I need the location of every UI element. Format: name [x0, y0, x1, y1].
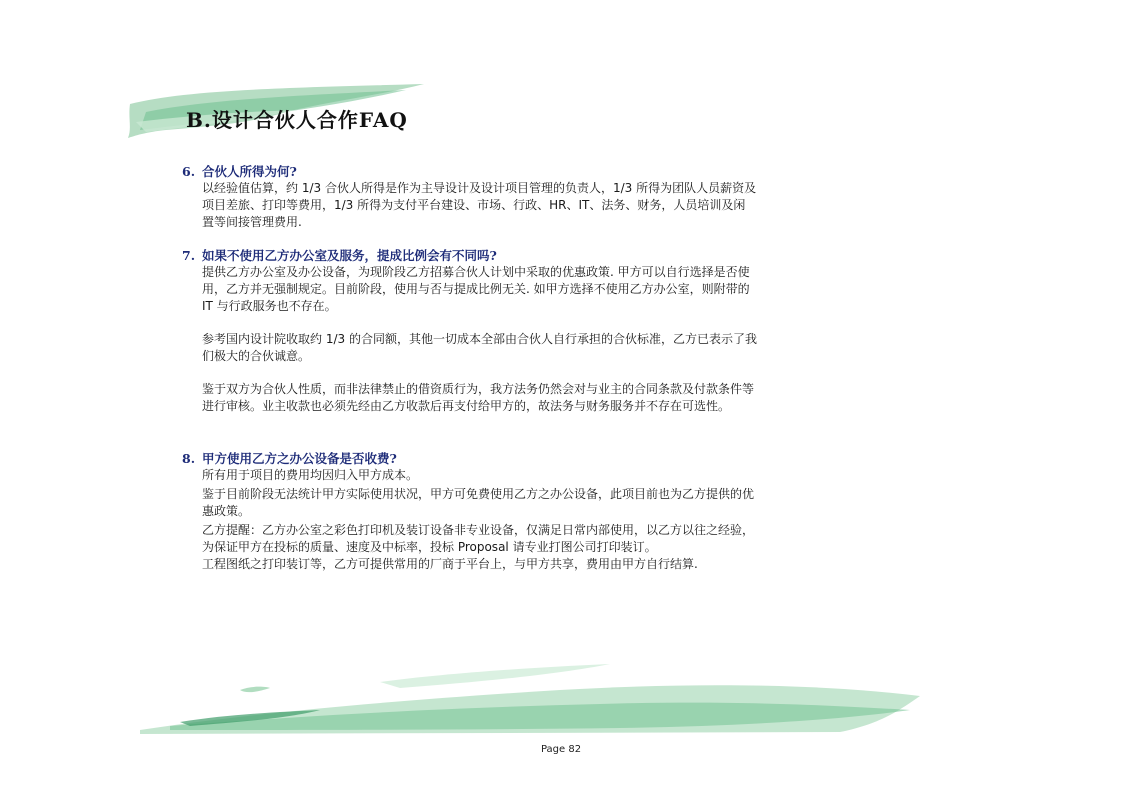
- faq-answer: [202, 264, 757, 415]
- faq-question: [182, 247, 757, 264]
- faq-question: [182, 450, 757, 467]
- faq-question-text: 甲方使用乙方之办公设备是否收费?: [202, 451, 397, 466]
- faq-item-8: [182, 450, 757, 573]
- faq-answer: [202, 467, 757, 573]
- faq-question: [182, 163, 757, 180]
- faq-number: 6.: [182, 164, 196, 179]
- brush-stroke-footer: [140, 660, 930, 735]
- faq-question-text: 合伙人所得为何?: [202, 164, 297, 179]
- faq-paragraph: 提供乙方办公室及办公设备，为现阶段乙方招募合伙人计划中采取的优惠政策. 甲方可以自行选择是否使用，乙方并无强制规定。目前阶段，使用与否与提成比例无关. 如甲方选择不使用乙方办公室，则附带的 IT 与行政服务也不存在。: [202, 265, 750, 313]
- faq-answer: [202, 180, 757, 231]
- faq-paragraph: 鉴于目前阶段无法统计甲方实际使用状况，甲方可免费使用乙方之办公设备，此项目前也为乙方提供的优惠政策。: [202, 487, 755, 518]
- faq-paragraph: 以经验值估算，约 1/3 合伙人所得是作为主导设计及设计项目管理的负责人，1/3 所得为团队人员薪资及项目差旅、打印等费用，1/3 所得为支付平台建设、市场、行政、HR、IT、法务、财务，人员培训及闲置等间接管理费用.: [202, 181, 757, 229]
- page-title: B.设计合伙人合作FAQ: [186, 108, 408, 132]
- page-number: Page 82: [540, 744, 582, 755]
- faq-paragraph: 鉴于双方为合伙人性质，而非法律禁止的借资质行为，我方法务仍然会对与业主的合同条款及付款条件等进行审核。业主收款也必须先经由乙方收款后再支付给甲方的，故法务与财务服务并不存在可选性。: [202, 382, 755, 413]
- faq-paragraph: 参考国内设计院收取约 1/3 的合同额，其他一切成本全部由合伙人自行承担的合伙标准，乙方已表示了我们极大的合伙诚意。: [202, 332, 757, 363]
- faq-paragraph: 工程图纸之打印装订等，乙方可提供常用的厂商于平台上，与甲方共享，费用由甲方自行结算.: [202, 557, 698, 571]
- faq-paragraph: 乙方提醒：乙方办公室之彩色打印机及装订设备非专业设备，仅满足日常内部使用，以乙方以往之经验，为保证甲方在投标的质量、速度及中标率，投标 Proposal 请专业打图公司打印装订。: [202, 523, 755, 554]
- faq-number: 7.: [182, 248, 196, 263]
- faq-question-text: 如果不使用乙方办公室及服务，提成比例会有不同吗?: [202, 248, 497, 263]
- faq-number: 8.: [182, 451, 196, 466]
- faq-item-6: [182, 163, 757, 231]
- faq-paragraph: 所有用于项目的费用均因归入甲方成本。: [202, 468, 419, 482]
- faq-item-7: [182, 247, 757, 415]
